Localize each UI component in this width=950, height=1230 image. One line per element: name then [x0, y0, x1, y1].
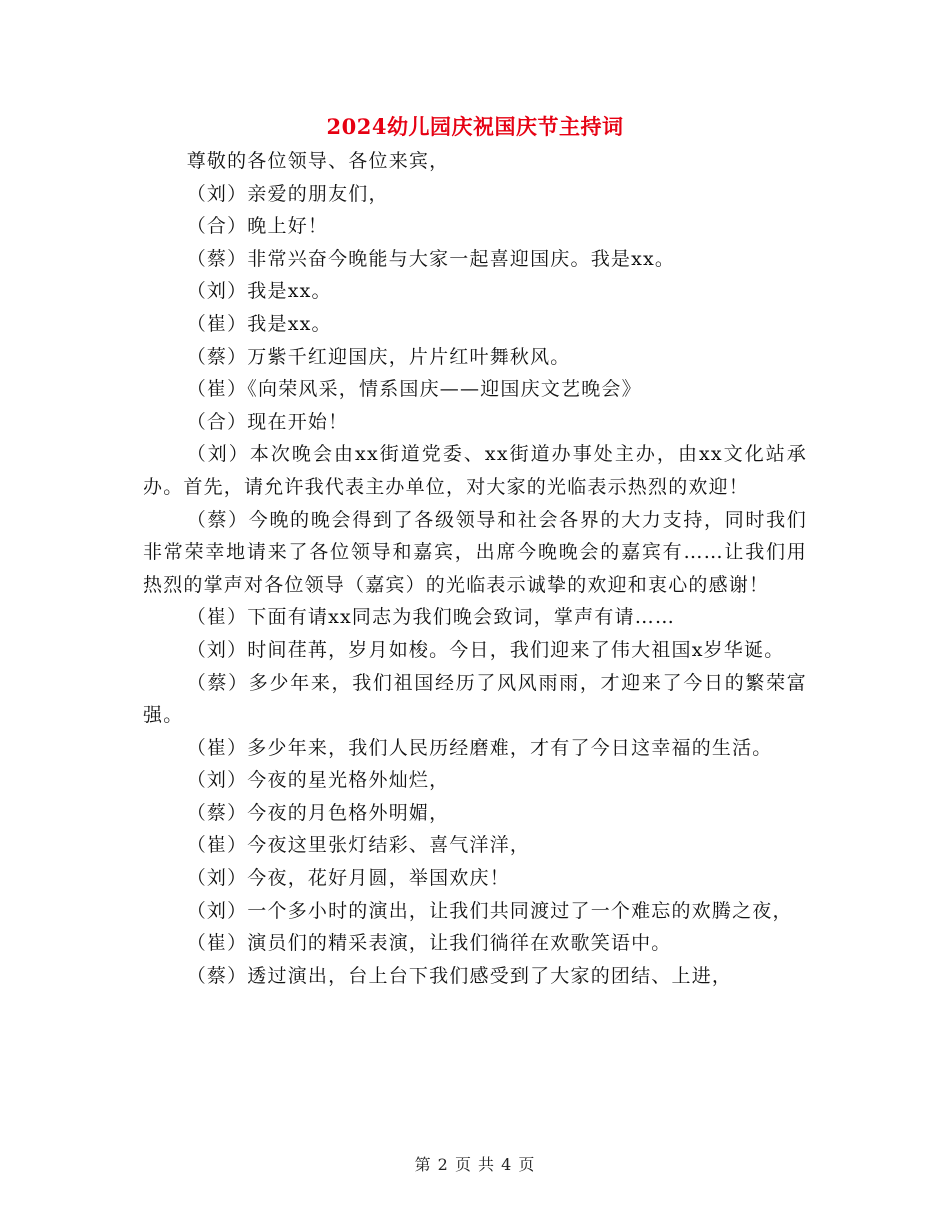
paragraph: （刘）今夜，花好月圆，举国欢庆！: [186, 867, 510, 890]
document-title: 2024幼儿园庆祝国庆节主持词: [326, 114, 624, 139]
footer-prefix: 第: [414, 1155, 432, 1174]
paragraph: （崔）下面有请xx同志为我们晚会致词，掌声有请……: [186, 606, 676, 629]
document-body: [143, 145, 807, 992]
paragraph: （崔）《向荣风采，情系国庆——迎国庆文艺晚会》: [186, 378, 642, 401]
paragraph: （蔡）今夜的月色格外明媚，: [186, 801, 450, 824]
paragraph: （刘）本次晚会由xx街道党委、xx街道办事处主办，由xx文化站承办。首先，请允许我代表主办单位，对大家的光临表示热烈的欢迎！: [143, 443, 807, 498]
paragraph: （崔）今夜这里张灯结彩、喜气洋洋，: [186, 834, 531, 857]
footer-middle: 页 共: [454, 1155, 496, 1174]
paragraph: （蔡）万紫千红迎国庆，片片红叶舞秋风。: [186, 345, 571, 368]
page-footer: [0, 1153, 950, 1177]
paragraph: （刘）一个多小时的演出，让我们共同渡过了一个难忘的欢腾之夜，: [186, 899, 793, 922]
footer-page-number: 2: [437, 1155, 449, 1174]
paragraph: （刘）今夜的星光格外灿烂，: [186, 769, 450, 792]
footer-total-pages: 4: [501, 1155, 513, 1174]
paragraph: （崔）演员们的精采表演，让我们徜徉在欢歌笑语中。: [186, 932, 672, 955]
paragraph: （蔡）非常兴奋今晚能与大家一起喜迎国庆。我是xx。: [186, 247, 676, 270]
paragraph: （蔡）多少年来，我们祖国经历了风风雨雨，才迎来了今日的繁荣富强。: [143, 671, 807, 727]
paragraph: （蔡）今晚的晚会得到了各级领导和社会各界的大力支持，同时我们非常荣幸地请来了各位领导和嘉宾，出席今晚晚会的嘉宾有……让我们用热烈的掌声对各位领导（嘉宾）的光临表示诚挚的欢迎和衷心的感谢！: [143, 508, 807, 596]
footer-suffix: 页: [518, 1155, 536, 1174]
paragraph: （刘）时间荏苒，岁月如梭。今日，我们迎来了伟大祖国x岁华诞。: [186, 638, 785, 661]
paragraph: （崔）我是xx。: [186, 312, 332, 335]
paragraph: 尊敬的各位领导、各位来宾，: [186, 150, 450, 172]
paragraph: （合）现在开始！: [186, 410, 349, 433]
paragraph: （刘）亲爱的朋友们，: [186, 182, 389, 205]
paragraph: （刘）我是xx。: [186, 280, 332, 303]
paragraph: （合）晚上好！: [186, 215, 329, 238]
paragraph: （崔）多少年来，我们人民历经磨难，才有了今日这幸福的生活。: [186, 736, 773, 759]
paragraph: （蔡）透过演出，台上台下我们感受到了大家的团结、上进，: [186, 964, 733, 987]
